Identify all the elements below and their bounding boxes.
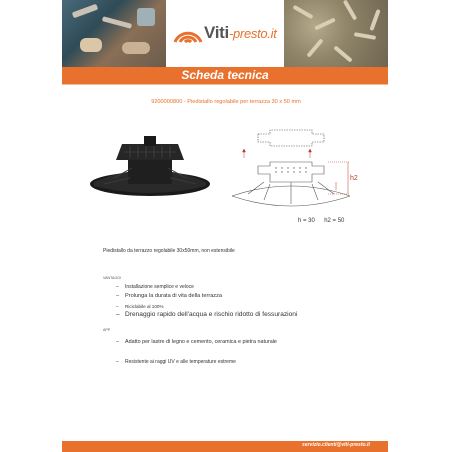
product-code-title: 9200000800 - Piedistallo regolabile per terrazza 30 x 50 mm <box>151 99 301 105</box>
bullet-dash: – <box>116 293 120 299</box>
header-banner <box>62 0 388 67</box>
list-item: – Riciclabile al 100% <box>116 304 164 309</box>
logo-arc-icon <box>172 20 204 46</box>
brand-logo[interactable] <box>172 16 284 50</box>
footer-email-link[interactable]: servizio.clienti@viti-presto.it <box>302 442 370 448</box>
section-label-vantaggi: VANTAGGI <box>103 276 122 280</box>
bullet-dash: – <box>116 284 119 290</box>
bullet-dash: – <box>116 304 119 309</box>
bullet-dash: – <box>116 359 119 365</box>
dimension-diagram <box>224 124 360 214</box>
header-photo-tools <box>62 0 166 67</box>
product-description: Piedistallo da terrazzo regolabile 30x50mm, non estensibile <box>103 248 235 254</box>
list-item: – Resistente ai raggi UV e alle temperature estreme <box>116 359 236 365</box>
diagram-h2-label: h2 <box>350 175 358 182</box>
logo-text: Viti-presto.it <box>204 23 277 42</box>
list-item: – Prolunga la durata di vita della terrazza <box>116 293 223 299</box>
measure-h: h = 30 <box>298 218 315 224</box>
dimension-values <box>298 218 344 224</box>
measure-h2: h2 = 50 <box>324 218 345 224</box>
footer-bar <box>62 441 388 452</box>
page-title: Scheda tecnica <box>62 67 388 84</box>
list-item: – Adatto per lastre di legno e cemento, ceramica e pietra naturale <box>116 339 277 345</box>
product-photo-pedestal <box>84 128 214 208</box>
bullet-dash: – <box>116 339 119 345</box>
list-item: – Installazione semplice e veloce <box>116 284 194 290</box>
bullet-dash: – <box>116 311 120 318</box>
section-label-app: APP <box>103 328 111 332</box>
header-photo-screws <box>284 0 388 67</box>
list-item: – Drenaggio rapido dell'acqua e rischio ridotto di fessurazioni <box>116 311 298 318</box>
title-divider <box>62 84 388 85</box>
